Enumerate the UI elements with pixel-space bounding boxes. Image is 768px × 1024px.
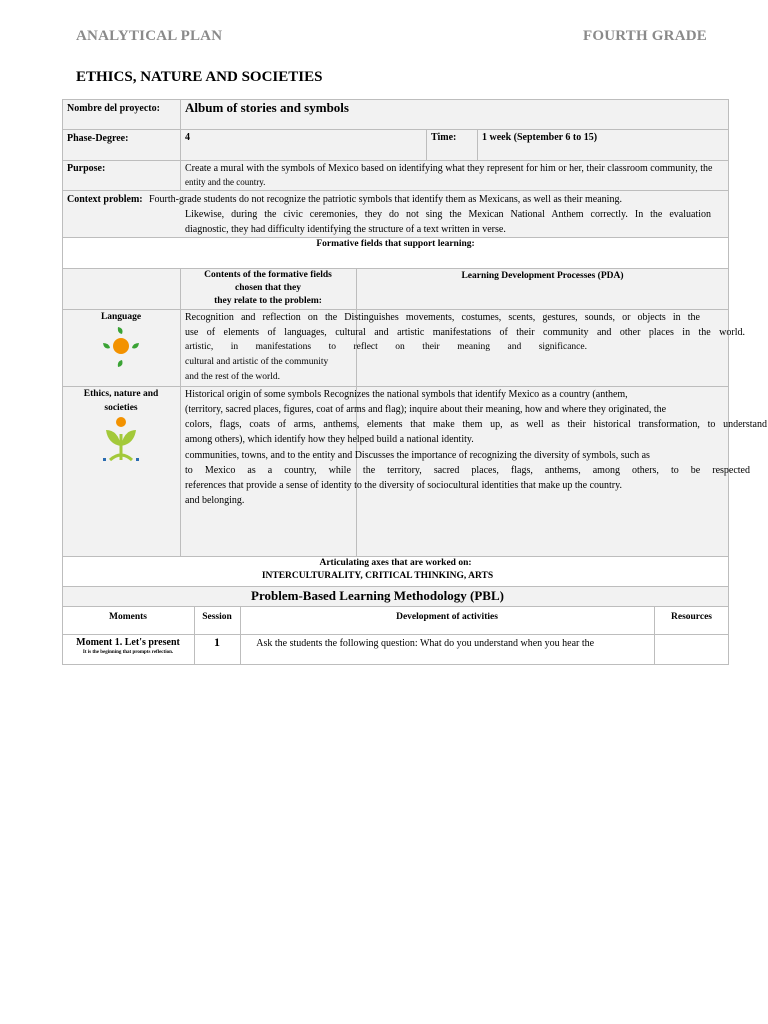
ethics-line-1: Historical origin of some symbols Recognizes the national symbols that identify Mexico as a country (anthem, bbox=[185, 389, 628, 400]
context-line-3: diagnostic, they had difficulty identifying the structure of a text written in verse. bbox=[185, 224, 506, 235]
moment-note: It is the beginning that prompts reflection. bbox=[82, 650, 174, 655]
ethics-line-8: and belonging. bbox=[185, 495, 245, 506]
time-value: 1 week (September 6 to 15) bbox=[482, 132, 598, 143]
ethics-line-4: among others), which identify how they helped build a national identity. bbox=[185, 434, 474, 445]
header-left: ANALYTICAL PLAN bbox=[76, 28, 223, 44]
page-title: ETHICS, NATURE AND SOCIETIES bbox=[76, 69, 323, 85]
language-line-2: use of elements of languages, cultural and artistic manifestations of their community and other places in the world. bbox=[185, 327, 745, 338]
project-label: Nombre del proyecto: bbox=[67, 103, 160, 114]
session-number: 1 bbox=[214, 635, 220, 649]
ethics-field-icon bbox=[102, 416, 140, 462]
pda-header: Learning Development Processes (PDA) bbox=[461, 271, 624, 281]
contents-header-2: chosen that they bbox=[235, 283, 301, 293]
activity-text: Ask the students the following question: What do you understand when you hear the bbox=[246, 638, 584, 649]
language-field-icon bbox=[100, 325, 142, 369]
analytical-plan-table bbox=[62, 99, 767, 665]
col-resources: Resources bbox=[671, 612, 712, 622]
ethics-label-2: societies bbox=[104, 403, 138, 413]
project-name: Album of stories and symbols bbox=[185, 100, 349, 115]
contents-header-3: they relate to the problem: bbox=[214, 296, 322, 306]
col-moments: Moments bbox=[109, 612, 147, 622]
axes-value: INTERCULTURALITY, CRITICAL THINKING, ARTS bbox=[261, 571, 494, 581]
methodology-title: Problem-Based Learning Methodology (PBL) bbox=[251, 588, 504, 603]
formative-heading: Formative fields that support learning: bbox=[316, 239, 475, 249]
header-right: FOURTH GRADE bbox=[583, 28, 707, 44]
contents-header-1: Contents of the formative fields bbox=[204, 270, 332, 280]
context-line-2: Likewise, during the civic ceremonies, they do not sing the Mexican National Anthem correctly. In the evaluation bbox=[185, 209, 711, 220]
language-line-5: and the rest of the world. bbox=[185, 372, 280, 382]
language-line-4: cultural and artistic of the community bbox=[185, 357, 329, 367]
ethics-line-3: colors, flags, coats of arms, anthems, elements that make them up, as well as their historical transformation, to understand bbox=[185, 419, 767, 430]
time-label: Time: bbox=[431, 132, 457, 143]
purpose-line-1: Create a mural with the symbols of Mexico based on identifying what they represent for him or her, their classroom community, the bbox=[185, 163, 713, 174]
ethics-line-2: (territory, sacred places, figures, coat of arms and flag); inquire about their meaning, how and where they originated, the bbox=[185, 404, 667, 415]
phase-label: Phase-Degree: bbox=[67, 133, 129, 144]
ethics-line-6: to Mexico as a country, while the territory, sacred places, flags, anthems, among others, to be respected bbox=[185, 465, 750, 476]
col-activities: Development of activities bbox=[396, 612, 498, 622]
ethics-line-5: communities, towns, and to the entity and Discusses the importance of recognizing the diversity of symbols, such as bbox=[185, 450, 650, 461]
axes-heading: Articulating axes that are worked on: bbox=[319, 558, 472, 568]
ethics-label-1: Ethics, nature and bbox=[83, 389, 159, 399]
context-line-1: Fourth-grade students do not recognize the patriotic symbols that identify them as Mexicans, as well as their meaning. bbox=[149, 194, 622, 205]
language-line-3: artistic, in manifestations to reflect on their meaning and significance. bbox=[185, 342, 587, 352]
purpose-line-2: entity and the country. bbox=[185, 177, 266, 187]
language-label: Language bbox=[100, 312, 142, 322]
col-session: Session bbox=[202, 612, 232, 622]
ethics-line-7: references that provide a sense of identity to the diversity of sociocultural identities that make up the country. bbox=[185, 480, 622, 491]
language-line-1: Recognition and reflection on the Distinguishes movements, costumes, scents, gestures, sounds, or objects in the bbox=[185, 312, 700, 323]
moment-title: Moment 1. Let's present bbox=[76, 637, 180, 648]
context-label: Context problem: bbox=[67, 194, 143, 205]
purpose-label: Purpose: bbox=[67, 163, 106, 174]
phase-value: 4 bbox=[185, 132, 190, 143]
